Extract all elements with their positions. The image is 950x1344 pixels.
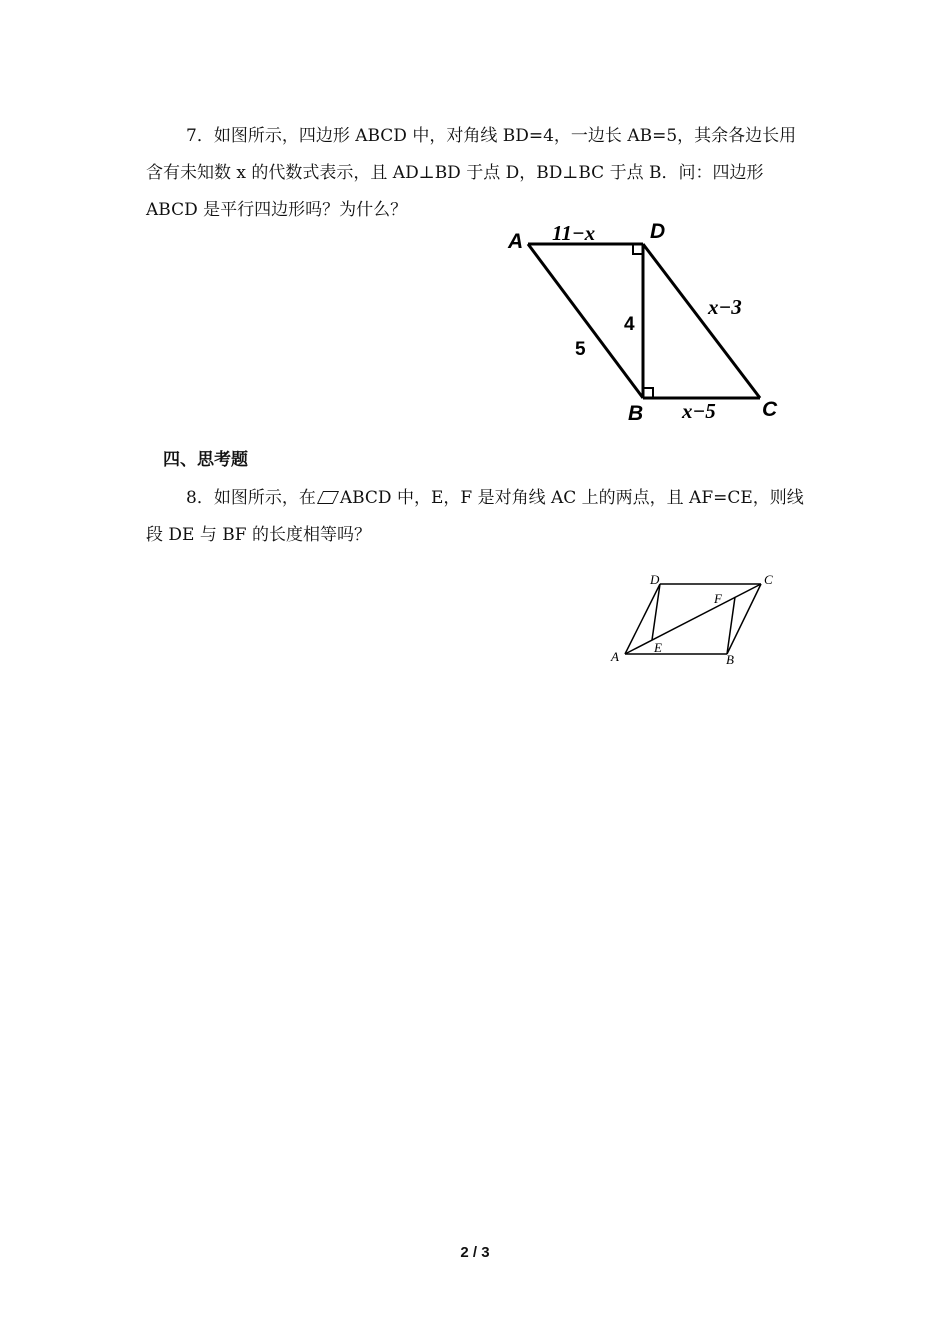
label-d: D — [650, 572, 660, 587]
label-c: C — [764, 572, 773, 587]
problem-7-text: 7．如图所示，四边形 ABCD 中，对角线 BD=4，一边长 AB=5，其余各边长用含有未知数 x 的代数式表示，且 AD⊥BD 于点 D，BD⊥BC 于点 B．问：四边形 ABCD 是平行四边形吗？为什么？ — [146, 126, 797, 220]
edge-dc — [643, 244, 760, 398]
section-heading: 四、思考题 — [163, 450, 248, 470]
parallelogram-symbol — [317, 491, 339, 504]
label-d: D — [650, 220, 666, 243]
label-c: C — [762, 398, 778, 421]
label-b: B — [628, 402, 644, 425]
side-ad-expr: 11−x — [552, 221, 596, 245]
label-a: A — [611, 649, 619, 664]
side-dc-expr: x−3 — [708, 295, 742, 319]
problem-8-figure — [605, 568, 785, 668]
label-f: F — [714, 591, 722, 606]
side-bc-expr: x−5 — [682, 399, 716, 423]
label-e: E — [654, 640, 662, 655]
label-a: A — [508, 230, 524, 253]
diagonal-bd-length: 4 — [624, 314, 635, 335]
problem-8-text-end: ABCD 中，E，F 是对角线 AC 上的两点，且 AF=CE，则线段 DE 与 BF 的长度相等吗？ — [146, 488, 804, 545]
label-b: B — [726, 652, 734, 667]
problem-8-text — [146, 480, 808, 554]
page-number: 2 / 3 — [460, 1244, 490, 1261]
side-ab-length: 5 — [575, 339, 586, 360]
diagonal-ac — [625, 584, 761, 654]
problem-8-text-start: 8．如图所示，在 — [186, 488, 316, 508]
problem-7-figure — [500, 218, 800, 430]
